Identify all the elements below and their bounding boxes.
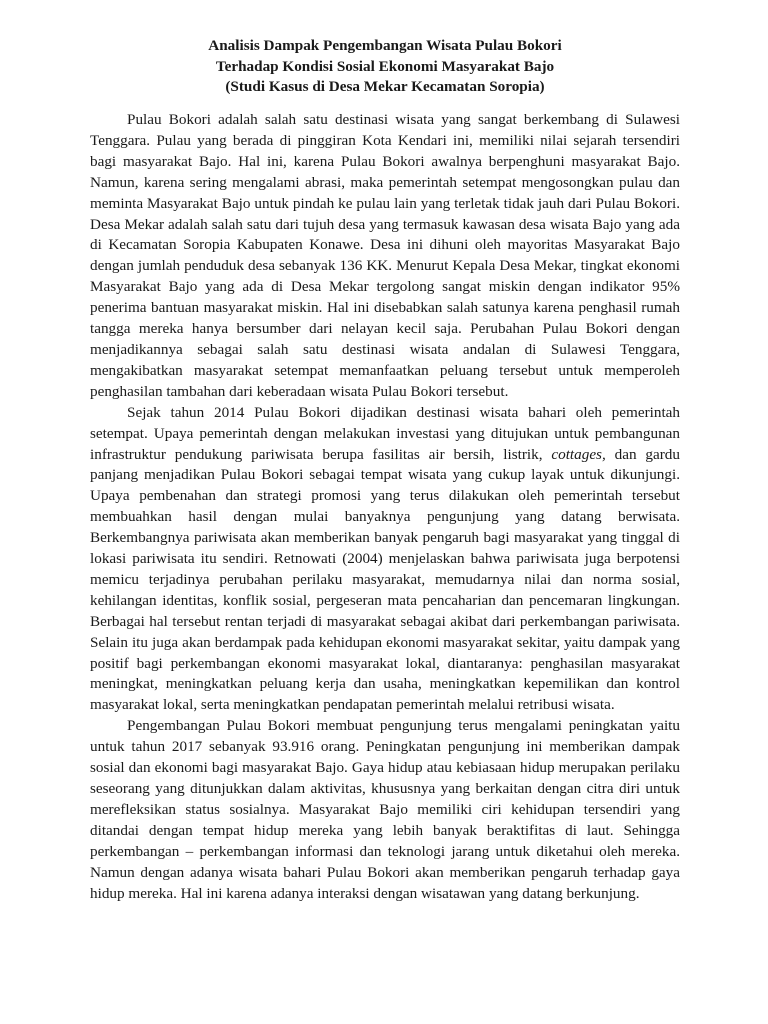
title-line-2: Terhadap Kondisi Sosial Ekonomi Masyarakat Bajo xyxy=(215,57,555,75)
paragraph-2-text-start: Sejak tahun 2014 Pulau Bokori dijadikan destinasi wisata bahari oleh pemerintah setempat. Upaya pemerintah dengan melakukan investasi yang ditujukan untuk pembangunan infrastruktur pendukung pariwisata berupa fasilitas air bersih, listrik, xyxy=(90,403,680,463)
paragraph-3: Pengembangan Pulau Bokori membuat pengunjung terus mengalami peningkatan yaitu untuk tahun 2017 sebanyak 93.916 orang. Peningkatan pengunjung ini memberikan dampak sosial dan ekonomi bagi masyarakat Bajo. Gaya hidup atau kebiasaan hidup merupakan perilaku seseorang yang ditunjukkan dalam aktivitas, khususnya yang berkaitan dengan citra diri untuk merefleksikan status sosialnya. Masyarakat Bajo memiliki ciri kehidupan tersendiri yang ditandai dengan tempat hidup mereka yang lebih banyak beraktifitas di laut. Sehingga perkembangan – perkembangan informasi dan teknologi jarang untuk diketahui oleh mereka. Namun dengan adanya wisata bahari Pulau Bokori akan memberikan pengaruh terhadap gaya hidup mereka. Hal ini karena adanya interaksi dengan wisatawan yang datang berkunjung. xyxy=(90,717,680,902)
paragraph-2 xyxy=(90,403,680,717)
paragraph-2-text-end: dan gardu panjang menjadikan Pulau Bokori sebagai tempat wisata yang cukup layak untuk dikunjungi. Upaya pembenahan dan strategi promosi yang terus dilakukan oleh pemerintah tersebut membuahkan hasil dengan mulai banyaknya pengunjung yang datang berwisata. Berkembangnya pariwisata akan memberikan banyak pengaruh bagi masyarakat yang tinggal di lokasi pariwisata itu sendiri. Retnowati (2004) menjelaskan bahwa pariwisata juga berpotensi memicu terjadinya perubahan perilaku masyarakat, memudarnya nilai dan norma sosial, kehilangan identitas, konflik sosial, pergeseran mata pencaharian dan pencemaran lingkungan. Berbagai hal tersebut rentan terjadi di masyarakat sebagai akibat dari perkembangan pariwisata. Selain itu juga akan berdampak pada kehidupan ekonomi masyarakat sekitar, yaitu dampak yang positif bagi perkembangan ekonomi masyarakat lokal, diantaranya: penghasilan masyarakat meningkat, meningkatkan peluang kerja dan usaha, meningkatkan kepemilikan dan kontrol masyarakat lokal, serta meningkatkan pendapatan pemerintah melalui retribusi wisata. xyxy=(90,445,680,714)
title-line-3: (Studi Kasus di Desa Mekar Kecamatan Soropia) xyxy=(225,78,545,95)
document-body xyxy=(90,110,680,904)
document-title xyxy=(90,36,680,98)
title-line-1: Analisis Dampak Pengembangan Wisata Pulau Bokori xyxy=(208,37,562,54)
paragraph-1: Pulau Bokori adalah salah satu destinasi wisata yang sangat berkembang di Sulawesi Tenggara. Pulau yang berada di pinggiran Kota Kendari ini, memiliki nilai sejarah tersendiri bagi masyarakat Bajo. Hal ini, karena Pulau Bokori awalnya berpenghuni masyarakat Bajo. Namun, karena sering mengalami abrasi, maka pemerintah setempat mengosongkan pulau dan meminta Masyarakat Bajo untuk pindah ke pulau lain yang terletak tidak jauh dari Pulau Bokori. Desa Mekar adalah salah satu dari tujuh desa yang termasuk kawasan desa wisata Bajo yang ada di Kecamatan Soropia Kabupaten Konawe. Desa ini dihuni oleh mayoritas Masyarakat Bajo dengan jumlah penduduk desa sebanyak 136 KK. Menurut Kepala Desa Mekar, tingkat ekonomi Masyarakat Bajo yang ada di Desa Mekar tergolong sangat miskin dengan indikator 95% penerima bantuan masyarakat miskin. Hal ini disebabkan salah satunya karena penghasil rumah tangga mereka hanya bersumber dari nelayan kecil saja. Perubahan Pulau Bokori dengan menjadikannya sebagai salah satu destinasi wisata andalan di Sulawesi Tenggara, mengakibatkan masyarakat setempat memanfaatkan peluang tersebut untuk memperoleh penghasilan tambahan dari keberadaan wisata Pulau Bokori tersebut. xyxy=(90,111,680,400)
italic-term: cottages, xyxy=(551,445,606,463)
